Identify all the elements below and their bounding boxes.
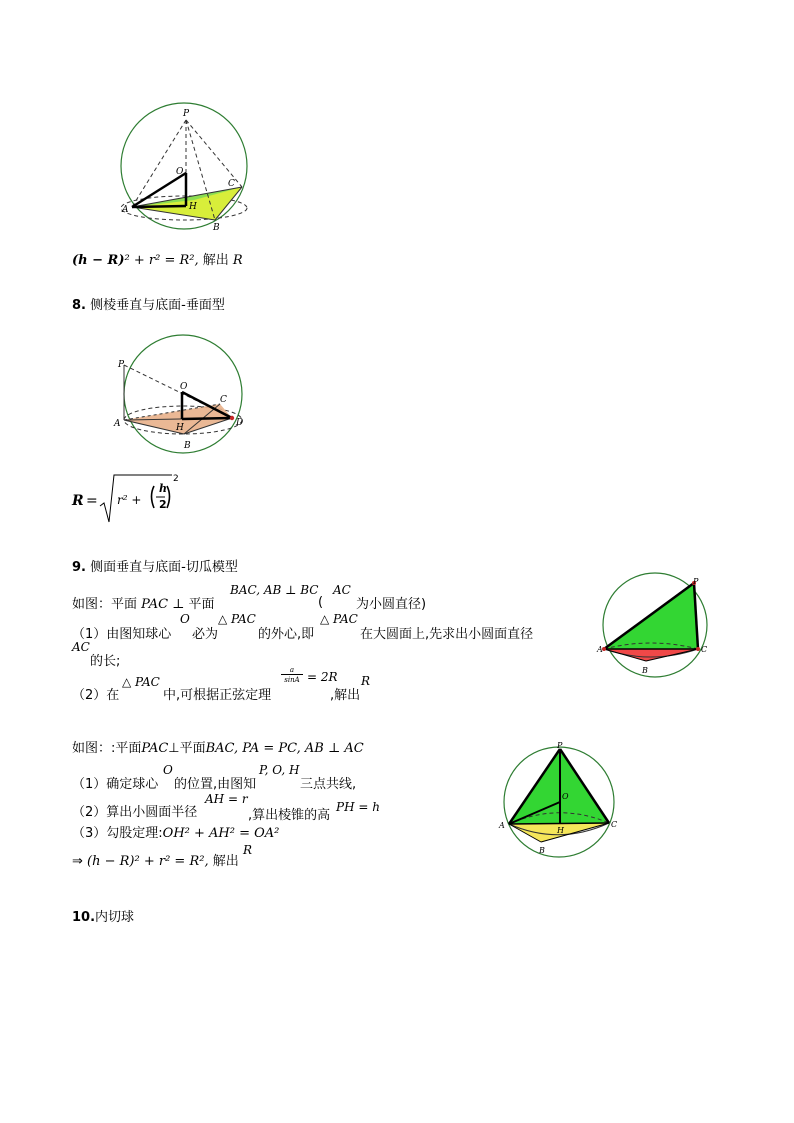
heading-sec9: 9. 侧面垂直与底面-切瓜模型 [72, 560, 238, 575]
svg-text:B: B [213, 223, 220, 233]
svg-text:H: H [557, 826, 564, 835]
svg-text:B: B [184, 441, 191, 451]
sec9-s2-lead: （2）在 [72, 688, 120, 703]
sec9-p2-s1-end: 三点共线, [300, 777, 357, 792]
sec9-s1-lead: （1）由图知球心 [72, 627, 172, 642]
svg-text:H: H [189, 202, 197, 212]
sec9-s2-frac-top: a [281, 666, 303, 675]
sec9-p2-s3: （3）勾股定理:OH² + AH² = OA² [72, 826, 280, 841]
formula-sec8: R = r² + h 2 2 [72, 472, 182, 524]
svg-text:B: B [539, 846, 545, 855]
sec9-p2-s1-lead: （1）确定球心 [72, 777, 159, 792]
sec9-s2-eq: = 2R [307, 670, 338, 684]
svg-text:C: C [220, 395, 227, 405]
svg-text:A: A [122, 205, 129, 215]
sec9-p2-s2-mid: ,算出棱锥的高 [248, 808, 331, 823]
svg-text:O: O [176, 167, 184, 177]
sec9-p2-s2-ph: PH = h [336, 800, 380, 814]
heading-sec8: 8. 侧棱垂直与底面-垂面型 [72, 298, 225, 313]
svg-text:C: C [701, 645, 708, 654]
svg-text:P: P [557, 742, 563, 750]
svg-text:C: C [611, 820, 618, 829]
svg-text:C: C [228, 179, 235, 189]
sec9-s1-tri: △ PAC [218, 612, 256, 626]
sec9-s2-tri: △ PAC [122, 675, 160, 689]
heading-sec10: 10.内切球 [72, 910, 135, 925]
formula-sec7: (h − R)² + r² = R², 解出 R [72, 253, 243, 268]
figure-watermelon-2 [496, 742, 626, 862]
sec9-s1-must: 必为 [192, 627, 219, 642]
sec9-bac: BAC, AB ⊥ BC [230, 583, 319, 597]
svg-text:H: H [176, 423, 184, 433]
sec9-p2-s1-poh: P, O, H [259, 763, 300, 777]
sec9-p2-s1-mid: 的位置,由图知 [174, 777, 257, 792]
figure-sphere-perp [110, 330, 260, 460]
svg-text:A: A [114, 419, 121, 429]
sec9-s2-r: R [361, 674, 371, 688]
svg-text:P: P [693, 577, 699, 586]
sec9-p2-s4: ⇒ (h − R)² + r² = R², 解出 [72, 854, 239, 869]
svg-text:D: D [236, 418, 244, 428]
sec9-s1-rest: 在大圆面上,先求出小圆面直径 [360, 627, 534, 642]
sec9-small-diam: 为小圆直径) [356, 597, 427, 612]
sec9-p2-s4-r: R [243, 843, 253, 857]
svg-text:P: P [118, 360, 125, 370]
sec9-s1-len: 的长; [90, 654, 121, 669]
sec9-s1-o: O [180, 612, 190, 626]
sec9-paren: ( [318, 595, 324, 610]
sec9-p2-s2-ah: AH = r [205, 792, 248, 806]
sec9-s1-tri2: △ PAC [320, 612, 358, 626]
sec9-p2-s1-o: O [163, 763, 173, 777]
sec9-line-intro: 如图：平面 PAC ⊥ 平面 [72, 597, 215, 612]
svg-text:B: B [642, 666, 648, 675]
sec9-s2-frac-bot: sinA [284, 676, 300, 684]
svg-text:O: O [562, 792, 569, 801]
sec9-p2-intro: 如图：:平面PAC⊥平面BAC, PA = PC, AB ⊥ AC [72, 741, 364, 756]
sec9-s2-solve: ,解出 [330, 688, 361, 703]
sec9-s1-center: 的外心,即 [258, 627, 315, 642]
sec9-s1-ac: AC [72, 640, 90, 654]
svg-text:O: O [180, 382, 188, 392]
figure-watermelon-1 [596, 570, 718, 682]
sec9-p2-s2-lead: （2）算出小圆面半径 [72, 805, 198, 820]
svg-text:A: A [597, 645, 603, 654]
sec9-s2-mid: 中,可根据正弦定理 [163, 688, 272, 703]
sec9-ac: AC [333, 583, 351, 597]
svg-text:A: A [499, 821, 505, 830]
svg-text:P: P [183, 109, 190, 119]
figure-sphere-cone [110, 100, 260, 240]
